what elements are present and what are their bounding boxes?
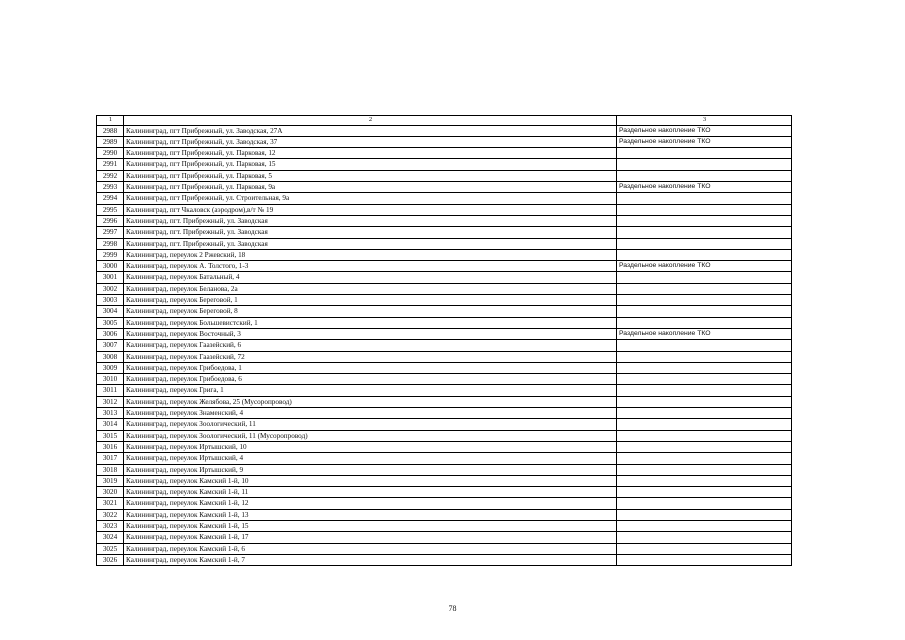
- note-cell: [617, 532, 792, 543]
- row-number-cell: 3023: [97, 520, 124, 531]
- row-number-cell: 3017: [97, 453, 124, 464]
- note-cell: [617, 475, 792, 486]
- row-number-cell: 3025: [97, 543, 124, 554]
- column-header-address: 2: [124, 116, 617, 126]
- row-number-cell: 2992: [97, 170, 124, 181]
- address-cell: Калининград, пгт. Прибрежный, ул. Заводская: [124, 215, 617, 226]
- address-cell: Калининград, переулок Иртышский, 10: [124, 441, 617, 452]
- table-row: [97, 543, 792, 554]
- table-row: [97, 396, 792, 407]
- address-register-table: [96, 115, 792, 566]
- table-row: [97, 351, 792, 362]
- row-number-cell: 3021: [97, 498, 124, 509]
- address-cell: Калининград, переулок Камский 1-й, 7: [124, 554, 617, 565]
- note-cell: [617, 419, 792, 430]
- table-row: [97, 340, 792, 351]
- address-cell: Калининград, пгт Прибрежный, ул. Парковая, 5: [124, 170, 617, 181]
- note-cell: Раздельное накопление ТКО: [617, 328, 792, 339]
- row-number-cell: 2988: [97, 125, 124, 136]
- address-cell: Калининград, пгт Прибрежный, ул. Парковая, 12: [124, 148, 617, 159]
- note-cell: [617, 374, 792, 385]
- table-row: [97, 125, 792, 136]
- row-number-cell: 3019: [97, 475, 124, 486]
- note-cell: [617, 306, 792, 317]
- row-number-cell: 3011: [97, 385, 124, 396]
- address-cell: Калининград, переулок Грибоедова, 6: [124, 374, 617, 385]
- table-row: [97, 532, 792, 543]
- table-row: [97, 170, 792, 181]
- address-cell: Калининград, переулок А. Толстого, 1-3: [124, 261, 617, 272]
- address-cell: Калининград, переулок Камский 1-й, 13: [124, 509, 617, 520]
- note-cell: [617, 215, 792, 226]
- note-cell: [617, 204, 792, 215]
- row-number-cell: 3004: [97, 306, 124, 317]
- table-row: [97, 328, 792, 339]
- address-cell: Калининград, переулок Знаменский, 4: [124, 408, 617, 419]
- table-row: [97, 283, 792, 294]
- address-cell: Калининград, пгт Прибрежный, ул. Парковая, 15: [124, 159, 617, 170]
- note-cell: [617, 396, 792, 407]
- table-row: [97, 215, 792, 226]
- table-row: [97, 238, 792, 249]
- table-row: [97, 261, 792, 272]
- table-body: [97, 116, 792, 566]
- note-cell: [617, 385, 792, 396]
- table-row: [97, 362, 792, 373]
- address-cell: Калининград, переулок Береговой, 1: [124, 295, 617, 306]
- row-number-cell: 3014: [97, 419, 124, 430]
- row-number-cell: 3001: [97, 272, 124, 283]
- note-cell: [617, 272, 792, 283]
- row-number-cell: 2996: [97, 215, 124, 226]
- table-row: [97, 408, 792, 419]
- address-cell: Калининград, переулок Большевистский, 1: [124, 317, 617, 328]
- address-cell: Калининград, переулок Беланова, 2а: [124, 283, 617, 294]
- row-number-cell: 3005: [97, 317, 124, 328]
- row-number-cell: 3007: [97, 340, 124, 351]
- row-number-cell: 3026: [97, 554, 124, 565]
- row-number-cell: 2990: [97, 148, 124, 159]
- note-cell: [617, 351, 792, 362]
- row-number-cell: 3020: [97, 487, 124, 498]
- address-cell: Калининград, переулок Грига, 1: [124, 385, 617, 396]
- table-row: [97, 272, 792, 283]
- table-row: [97, 475, 792, 486]
- table-row: [97, 374, 792, 385]
- row-number-cell: 2998: [97, 238, 124, 249]
- row-number-cell: 3002: [97, 283, 124, 294]
- table-row: [97, 159, 792, 170]
- note-cell: [617, 464, 792, 475]
- table-row: [97, 441, 792, 452]
- note-cell: [617, 193, 792, 204]
- note-cell: [617, 554, 792, 565]
- table-row: [97, 193, 792, 204]
- note-cell: [617, 170, 792, 181]
- row-number-cell: 3013: [97, 408, 124, 419]
- table-row: [97, 419, 792, 430]
- table-row: [97, 204, 792, 215]
- row-number-cell: 3018: [97, 464, 124, 475]
- row-number-cell: 3000: [97, 261, 124, 272]
- address-cell: Калининград, переулок Зоологический, 11: [124, 419, 617, 430]
- note-cell: [617, 238, 792, 249]
- address-cell: Калининград, переулок Камский 1-й, 6: [124, 543, 617, 554]
- address-cell: Калининград, переулок Восточный, 3: [124, 328, 617, 339]
- note-cell: [617, 227, 792, 238]
- table-row: [97, 498, 792, 509]
- address-cell: Калининград, переулок Камский 1-й, 15: [124, 520, 617, 531]
- row-number-cell: 3022: [97, 509, 124, 520]
- address-cell: Калининград, пгт. Прибрежный, ул. Заводская: [124, 227, 617, 238]
- note-cell: [617, 340, 792, 351]
- table-row: [97, 136, 792, 147]
- address-cell: Калининград, переулок Желябова, 25 (Мусоропровод): [124, 396, 617, 407]
- row-number-cell: 2989: [97, 136, 124, 147]
- column-header-note: 3: [617, 116, 792, 126]
- row-number-cell: 3008: [97, 351, 124, 362]
- row-number-cell: 2994: [97, 193, 124, 204]
- address-cell: Калининград, пгт Чкаловск (аэродром),в/т № 19: [124, 204, 617, 215]
- address-cell: Калининград, переулок Батальный, 4: [124, 272, 617, 283]
- row-number-cell: 3010: [97, 374, 124, 385]
- row-number-cell: 2995: [97, 204, 124, 215]
- table-row: [97, 509, 792, 520]
- row-number-cell: 3006: [97, 328, 124, 339]
- note-cell: [617, 283, 792, 294]
- table-row: [97, 148, 792, 159]
- row-number-cell: 2997: [97, 227, 124, 238]
- address-cell: Калининград, переулок 2 Ржевский, 18: [124, 249, 617, 260]
- table-row: [97, 249, 792, 260]
- address-cell: Калининград, переулок Иртышский, 9: [124, 464, 617, 475]
- row-number-cell: 3015: [97, 430, 124, 441]
- note-cell: [617, 543, 792, 554]
- address-cell: Калининград, пгт Прибрежный, ул. Заводская, 27А: [124, 125, 617, 136]
- note-cell: [617, 408, 792, 419]
- address-cell: Калининград, переулок Камский 1-й, 11: [124, 487, 617, 498]
- row-number-cell: 3024: [97, 532, 124, 543]
- note-cell: [617, 498, 792, 509]
- address-cell: Калининград, переулок Гаазейский, 6: [124, 340, 617, 351]
- note-cell: [617, 249, 792, 260]
- address-cell: Калининград, переулок Камский 1-й, 17: [124, 532, 617, 543]
- note-cell: [617, 317, 792, 328]
- address-cell: Калининград, переулок Гаазейский, 72: [124, 351, 617, 362]
- note-cell: [617, 453, 792, 464]
- row-number-cell: 2999: [97, 249, 124, 260]
- row-number-cell: 3012: [97, 396, 124, 407]
- table-row: [97, 487, 792, 498]
- address-cell: Калининград, пгт. Прибрежный, ул. Заводская: [124, 238, 617, 249]
- note-cell: [617, 487, 792, 498]
- table-row: [97, 317, 792, 328]
- table-row: [97, 520, 792, 531]
- row-number-cell: 3009: [97, 362, 124, 373]
- table-header-row: [97, 116, 792, 126]
- address-cell: Калининград, переулок Камский 1-й, 10: [124, 475, 617, 486]
- address-cell: Калининград, переулок Зоологический, 11 (Мусоропровод): [124, 430, 617, 441]
- address-cell: Калининград, переулок Грибоедова, 1: [124, 362, 617, 373]
- table-row: [97, 430, 792, 441]
- note-cell: [617, 509, 792, 520]
- table-row: [97, 554, 792, 565]
- row-number-cell: 2993: [97, 182, 124, 193]
- table-row: [97, 295, 792, 306]
- note-cell: Раздельное накопление ТКО: [617, 136, 792, 147]
- note-cell: Раздельное накопление ТКО: [617, 182, 792, 193]
- address-cell: Калининград, пгт Прибрежный, ул. Строительная, 9а: [124, 193, 617, 204]
- note-cell: [617, 441, 792, 452]
- table-row: [97, 227, 792, 238]
- note-cell: [617, 430, 792, 441]
- address-cell: Калининград, переулок Иртышский, 4: [124, 453, 617, 464]
- table-row: [97, 182, 792, 193]
- note-cell: [617, 520, 792, 531]
- page-number: 78: [448, 604, 457, 613]
- address-cell: Калининград, пгт Прибрежный, ул. Заводская, 37: [124, 136, 617, 147]
- row-number-cell: 3003: [97, 295, 124, 306]
- table-row: [97, 385, 792, 396]
- row-number-cell: 2991: [97, 159, 124, 170]
- table-row: [97, 464, 792, 475]
- note-cell: [617, 295, 792, 306]
- address-cell: Калининград, пгт Прибрежный, ул. Парковая, 9а: [124, 182, 617, 193]
- column-header-number: 1: [97, 116, 124, 126]
- address-cell: Калининград, переулок Береговой, 8: [124, 306, 617, 317]
- address-cell: Калининград, переулок Камский 1-й, 12: [124, 498, 617, 509]
- note-cell: Раздельное накопление ТКО: [617, 261, 792, 272]
- row-number-cell: 3016: [97, 441, 124, 452]
- note-cell: Раздельное накопление ТКО: [617, 125, 792, 136]
- note-cell: [617, 362, 792, 373]
- table-row: [97, 306, 792, 317]
- note-cell: [617, 159, 792, 170]
- note-cell: [617, 148, 792, 159]
- table-row: [97, 453, 792, 464]
